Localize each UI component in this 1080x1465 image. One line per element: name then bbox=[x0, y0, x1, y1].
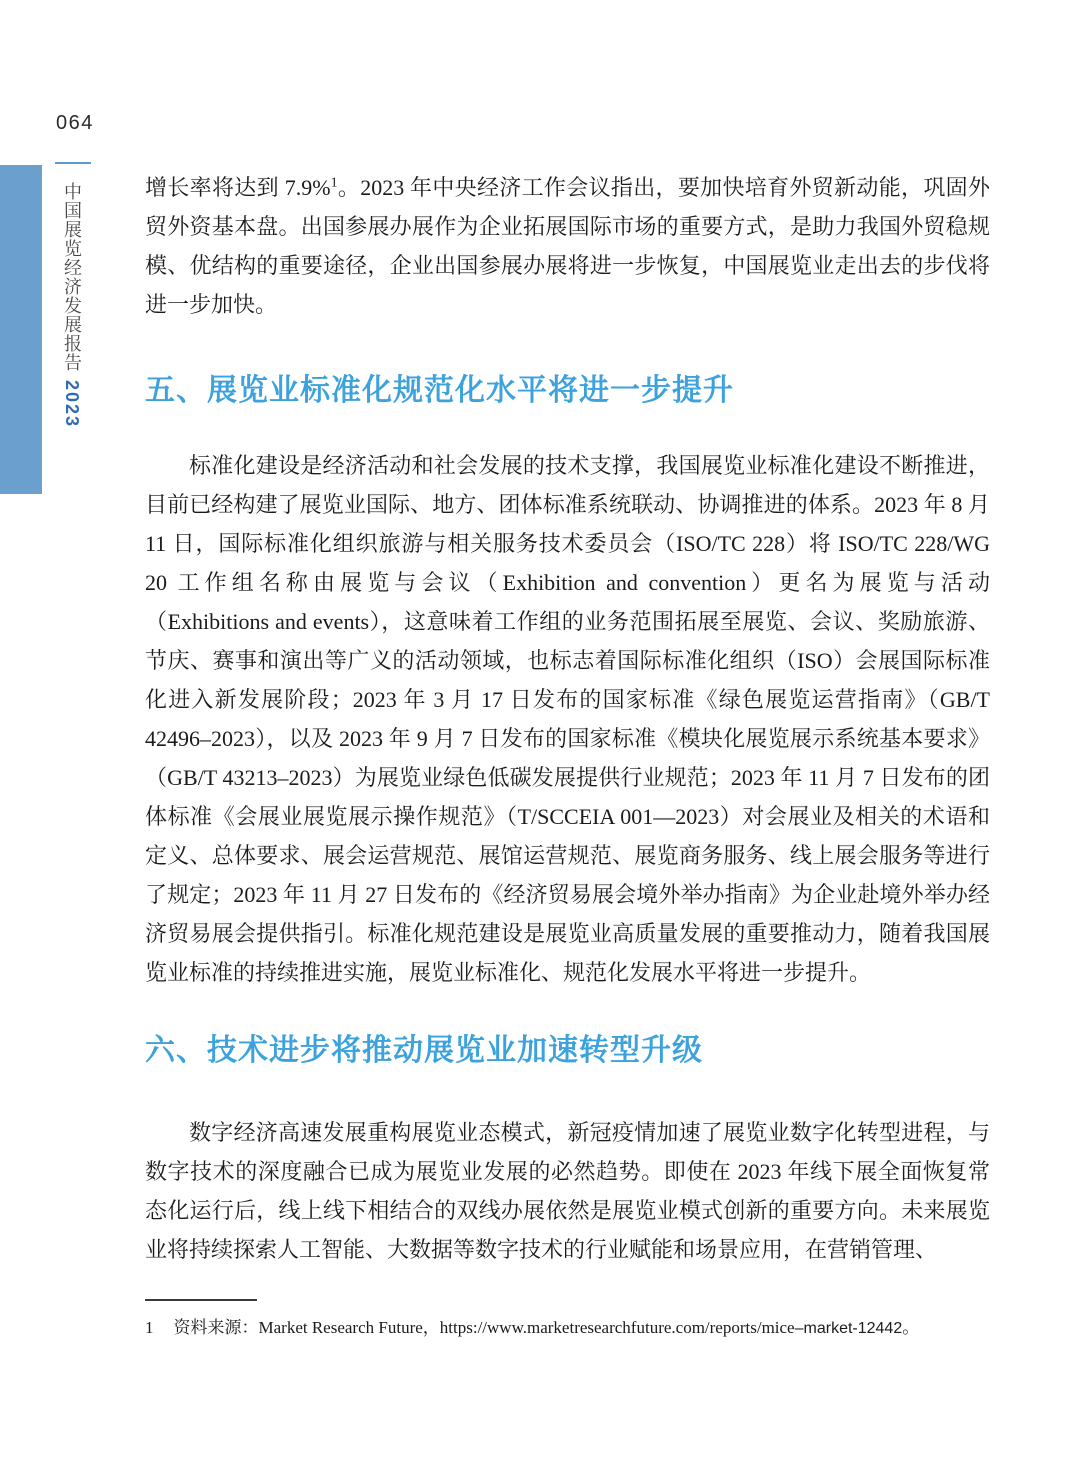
sidebar-year-text: 2023 bbox=[62, 380, 82, 429]
footnote-marker: 1 bbox=[145, 1318, 154, 1337]
page-number-rule bbox=[55, 162, 91, 164]
footnote-terminator: 。 bbox=[902, 1318, 920, 1337]
main-content bbox=[145, 168, 990, 1269]
page-number: 064 bbox=[56, 112, 94, 134]
intro-text-continued: 。2023 年中央经济工作会议指出，要加快培育外贸新动能，巩固外贸外资基本盘。出国参展办展作为企业拓展国际市场的重要方式，是助力我国外贸稳规模、优结构的重要途径，企业出国参展办展将进一步恢复，中国展览业走出去的步伐将进一步加快。 bbox=[145, 175, 990, 317]
sidebar-title-text: 中国展览经济发展报告 bbox=[62, 182, 82, 372]
footnote-separator-rule bbox=[145, 1299, 257, 1301]
footnote-source-label: 资料来源：Market Research Future， bbox=[173, 1318, 440, 1337]
intro-text: 增长率将达到 7.9% bbox=[145, 175, 331, 200]
footnote-body bbox=[174, 1316, 920, 1341]
footnote-text bbox=[145, 1316, 990, 1341]
footnote-url: https://www.marketresearchfuture.com/reports/mice bbox=[439, 1318, 795, 1337]
section-6-heading: 六、技术进步将推动展览业加速转型升级 bbox=[145, 1034, 703, 1067]
sidebar-accent-bar bbox=[0, 165, 42, 494]
footnote-area bbox=[145, 1299, 990, 1341]
section-6-paragraph: 数字经济高速发展重构展览业态模式，新冠疫情加速了展览业数字化转型进程，与数字技术的深度融合已成为展览业发展的必然趋势。即使在 2023 年线下展全面恢复常态化运行后，线上线下相结合的双线办展依然是展览业模式创新的重要方向。未来展览业将持续探索人工智能、大数据等数字技术的行业赋能和场景应用，在营销管理、 bbox=[145, 1120, 990, 1262]
section-5-heading: 五、展览业标准化规范化水平将进一步提升 bbox=[145, 374, 734, 407]
sidebar-report-title bbox=[59, 182, 85, 428]
footnote-ref-1: 1 bbox=[330, 175, 338, 191]
footnote-url-tail: –market-12442 bbox=[794, 1320, 903, 1337]
intro-paragraph bbox=[145, 168, 990, 324]
section-5-paragraph: 标准化建设是经济活动和社会发展的技术支撑，我国展览业标准化建设不断推进，目前已经构建了展览业国际、地方、团体标准系统联动、协调推进的体系。2023 年 8 月 11 日，国际标准化组织旅游与相关服务技术委员会（ISO/TC 228）将 ISO/TC 228/WG 20 工作组名称由展览与会议（Exhibition and convention）更名为展览与活动（Exhibitions and events），这意味着工作组的业务范围拓展至展览、会议、奖励旅游、节庆、赛事和演出等广义的活动领域，也标志着国际标准化组织（ISO）会展国际标准化进入新发展阶段；2023 年 3 月 17 日发布的国家标准《绿色展览运营指南》（GB/T 42496–2023），以及 2023 年 9 月 7 日发布的国家标准《模块化展览展示系统基本要求》（GB/T 43213–2023）为展览业绿色低碳发展提供行业规范；2023 年 11 月 7 日发布的团体标准《会展业展览展示操作规范》（T/SCCEIA 001—2023）对会展业及相关的术语和定义、总体要求、展会运营规范、展馆运营规范、展览商务服务、线上展会服务等进行了规定；2023 年 11 月 27 日发布的《经济贸易展会境外举办指南》为企业赴境外举办经济贸易展会提供指引。标准化规范建设是展览业高质量发展的重要推动力，随着我国展览业标准的持续推进实施，展览业标准化、规范化发展水平将进一步提升。 bbox=[145, 453, 990, 985]
